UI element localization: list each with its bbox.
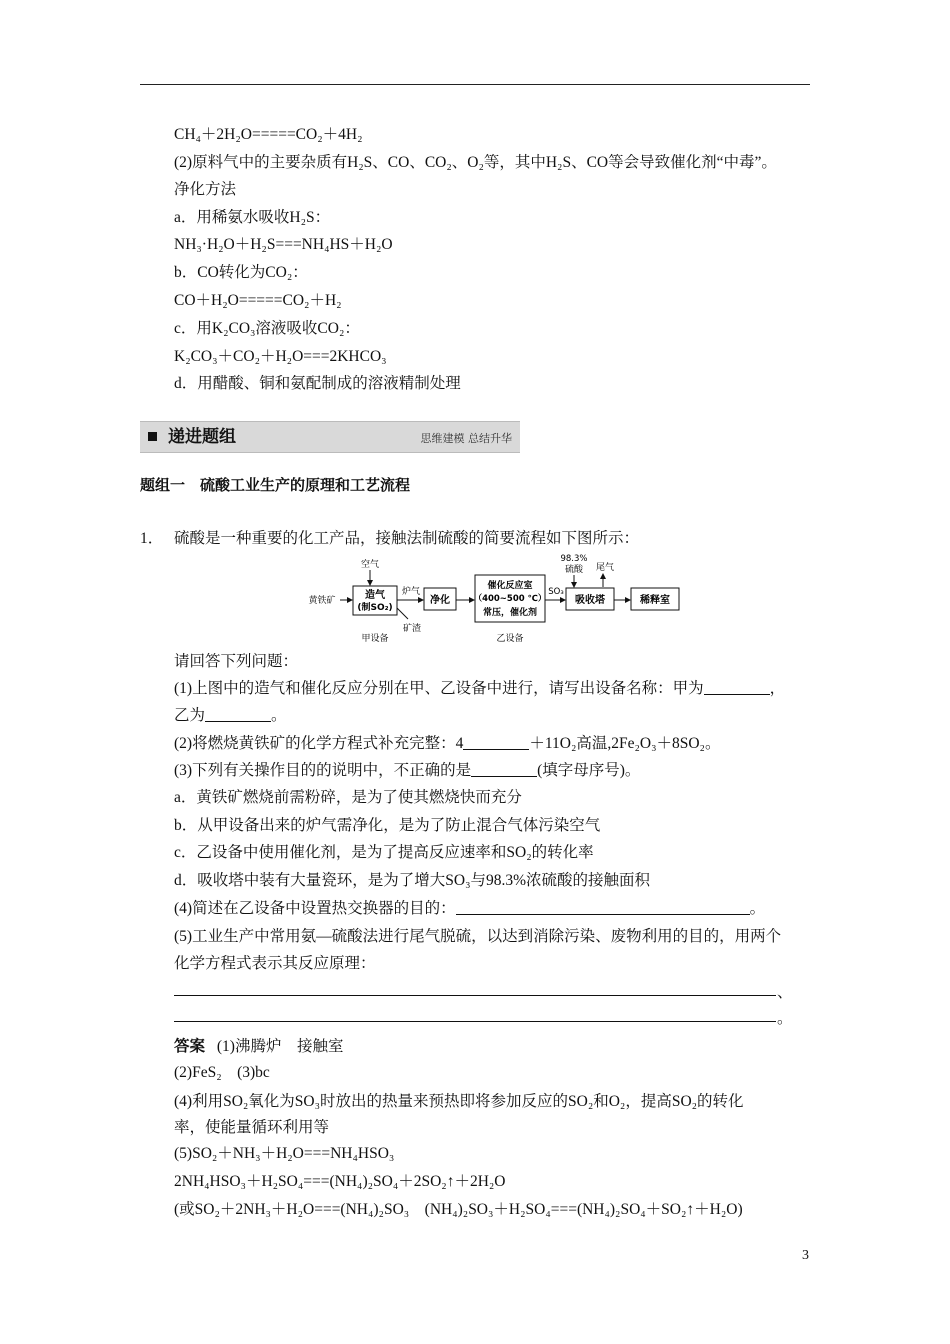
answer-4-line1: (4)利用SO₂氧化为SO₃时放出的热量来预热即将参加反应的SO₂和O₂，提高SO₂的转化 bbox=[174, 1093, 744, 1110]
answer-label: 答案 bbox=[174, 1037, 206, 1055]
section-header-bar bbox=[140, 421, 520, 453]
option-a: a．黄铁矿燃烧前需粉碎，是为了使其燃烧快而充分 bbox=[174, 789, 522, 806]
answer-blank bbox=[471, 762, 537, 777]
label-slag: 矿渣 bbox=[402, 624, 422, 634]
label-so3: SO₃ bbox=[548, 587, 564, 597]
catalyst-line3: 常压，催化剂 bbox=[482, 608, 538, 618]
q2-line bbox=[174, 734, 720, 754]
answer-blank bbox=[463, 735, 529, 750]
question-number: 1． bbox=[140, 530, 164, 547]
answer-blank bbox=[704, 680, 770, 695]
answer-line-1-end: 、 bbox=[777, 984, 793, 1001]
impurity-text-line2: 净化方法 bbox=[174, 181, 237, 198]
label-yi: 乙设备 bbox=[496, 634, 524, 644]
arrow-slag bbox=[397, 608, 408, 619]
q1-line1 bbox=[174, 679, 785, 699]
section-title: 递进题组 bbox=[168, 427, 236, 447]
answer-4-line2: 率，使能量循环利用等 bbox=[174, 1119, 330, 1136]
q1-period: 。 bbox=[271, 707, 287, 724]
label-pyrite: 黄铁矿 bbox=[308, 596, 336, 606]
furnace-line2: (制SO₂) bbox=[357, 603, 393, 613]
answer-5-line3: (或SO₂＋2NH₃＋H₂O===(NH₄)₂SO₃ (NH₄)₂SO₃＋H₂SO₄===(NH₄)₂SO₄＋SO₂↑＋H₂O) bbox=[174, 1201, 743, 1218]
q3-text: (3)下列有关操作目的的说明中，不正确的是 bbox=[174, 762, 472, 779]
method-d: d．用醋酸、铜和氨配制成的溶液精制处理 bbox=[174, 375, 461, 392]
q2-text-b: ＋11O₂高温,2Fe₂O₃＋8SO₂。 bbox=[529, 735, 721, 752]
q1-line2 bbox=[174, 706, 287, 726]
answer-5-line2: 2NH₄HSO₃＋H₂SO₄===(NH₄)₂SO₄＋2SO₂↑＋2H₂O bbox=[174, 1173, 506, 1190]
q1-text-b: 乙为 bbox=[174, 707, 206, 724]
square-bullet-icon bbox=[148, 432, 157, 441]
group-title: 题组一 硫酸工业生产的原理和工艺流程 bbox=[140, 476, 411, 494]
label-air: 空气 bbox=[360, 560, 380, 570]
q2-text: (2)将燃烧黄铁矿的化学方程式补充完整：4 bbox=[174, 735, 464, 752]
process-flow-diagram bbox=[300, 552, 690, 647]
equation-ch4: CH₄＋2H₂O=====CO₂＋4H₂ bbox=[174, 126, 363, 143]
header-rule bbox=[140, 84, 810, 85]
q3-text-b: (填字母序号)。 bbox=[537, 762, 641, 779]
q1-text: (1)上图中的造气和催化反应分别在甲、乙设备中进行，请写出设备名称：甲为 bbox=[174, 680, 704, 697]
answer-blank bbox=[205, 707, 271, 722]
option-c: c．乙设备中使用催化剂，是为了提高反应速率和SO₂的转化率 bbox=[174, 844, 594, 861]
answer-5-line1: (5)SO₂＋NH₃＋H₂O===NH₄HSO₃ bbox=[174, 1145, 395, 1162]
label-jia: 甲设备 bbox=[361, 634, 389, 644]
section-subtitle: 思维建模 总结升华 bbox=[420, 432, 512, 445]
prompt: 请回答下列问题： bbox=[174, 653, 299, 670]
page-number: 3 bbox=[802, 1248, 809, 1263]
option-b: b．从甲设备出来的炉气需净化，是为了防止混合气体污染空气 bbox=[174, 817, 601, 834]
label-acid: 硫酸 bbox=[564, 565, 584, 575]
answer-blank bbox=[456, 900, 750, 915]
method-b: b．CO转化为CO₂： bbox=[174, 264, 308, 281]
option-d: d．吸收塔中装有大量瓷环，是为了增大SO₃与98.3%浓硫酸的接触面积 bbox=[174, 872, 651, 889]
equation-nh3: NH₃·H₂O＋H₂S===NH₄HS＋H₂O bbox=[174, 236, 393, 253]
method-c: c．用K₂CO₃溶液吸收CO₂： bbox=[174, 320, 360, 337]
answer-1: (1)沸腾炉 接触室 bbox=[216, 1038, 344, 1055]
answer-line-2-end: 。 bbox=[777, 1010, 793, 1027]
impurity-text-line1: (2)原料气中的主要杂质有H₂S、CO、CO₂、O₂等，其中H₂S、CO等会导致催化剂“中毒”。 bbox=[174, 154, 777, 171]
answer-line-2 bbox=[174, 1021, 776, 1022]
q4-text: (4)简述在乙设备中设置热交换器的目的： bbox=[174, 900, 456, 917]
answer-line-1 bbox=[174, 995, 776, 996]
label-acid-percent: 98.3% bbox=[560, 554, 588, 564]
absorber-text: 吸收塔 bbox=[575, 595, 605, 606]
purify-text: 净化 bbox=[430, 595, 450, 606]
q5-line2: 化学方程式表示其反应原理： bbox=[174, 955, 376, 972]
q5-line1: (5)工业生产中常用氨—硫酸法进行尾气脱硫，以达到消除污染、废物利用的目的，用两个 bbox=[174, 928, 782, 945]
furnace-line1: 造气 bbox=[365, 590, 385, 601]
q3-line bbox=[174, 761, 640, 781]
q1-comma: ， bbox=[769, 680, 786, 697]
label-furnace-gas: 炉气 bbox=[401, 587, 421, 597]
label-tail-gas: 尾气 bbox=[595, 563, 615, 573]
catalyst-line1: 催化反应室 bbox=[487, 581, 533, 591]
answer-2: (2)FeS₂ (3)bc bbox=[174, 1064, 270, 1081]
answer-line-a1 bbox=[174, 1036, 343, 1057]
method-a: a．用稀氨水吸收H₂S： bbox=[174, 209, 331, 226]
q4-period: 。 bbox=[749, 900, 766, 917]
question-stem: 硫酸是一种重要的化工产品，接触法制硫酸的简要流程如下图所示： bbox=[174, 530, 640, 547]
catalyst-line2: （400~500 ℃） bbox=[473, 594, 547, 604]
equation-co: CO＋H₂O=====CO₂＋H₂ bbox=[174, 292, 342, 309]
q4-line bbox=[174, 899, 765, 919]
dilution-text: 稀释室 bbox=[640, 595, 670, 606]
equation-k2co3: K₂CO₃＋CO₂＋H₂O===2KHCO₃ bbox=[174, 348, 387, 365]
